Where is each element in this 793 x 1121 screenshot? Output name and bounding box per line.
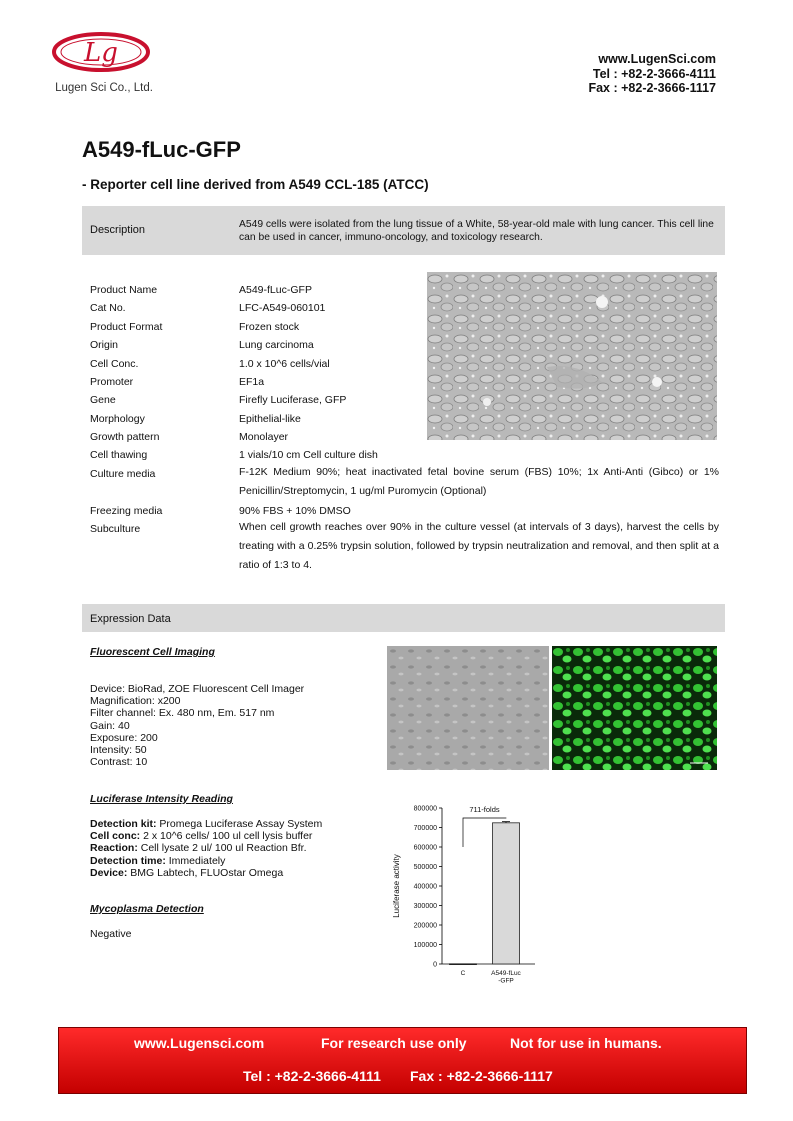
description-text: A549 cells were isolated from the lung tissue of a White, 58-year-old male with lung cancer. This cell line can be used in cancer, immuno-oncology, and toxicology research. <box>239 219 714 243</box>
expression-label: Expression Data <box>90 613 171 625</box>
spec-value: When cell growth reaches over 90% in the culture vessel (at intervals of 3 days), harvest the cells by treating with a 0.25% trypsin solution, followed by trypsin neutralization and removal, and then split at a ratio of 1:3 to 4. <box>239 521 719 571</box>
x-category-label: C <box>460 970 466 977</box>
spec-label: Origin <box>90 339 119 351</box>
spec-label: Promoter <box>90 376 134 388</box>
y-tick-label: 800000 <box>413 805 437 813</box>
chart-bars <box>450 818 520 965</box>
header-contact <box>588 52 716 96</box>
y-tick-label: 200000 <box>413 922 437 930</box>
spec-value: 1.0 x 10^6 cells/vial <box>239 358 330 370</box>
spec-label: Cat No. <box>90 302 126 314</box>
footer-fax: Fax : +82-2-3666-1117 <box>410 1068 553 1084</box>
expression-band <box>82 604 725 632</box>
footer-research-note: For research use only <box>321 1035 467 1051</box>
logo-letters: Lg <box>84 38 118 68</box>
footer-website[interactable]: www.Lugensci.com <box>134 1035 265 1051</box>
spec-value: Lung carcinoma <box>239 339 314 351</box>
luciferase-bar-chart <box>385 786 565 991</box>
imaging-line: Exposure: 200 <box>90 731 158 744</box>
footer-humans-note: Not for use in humans. <box>510 1035 662 1051</box>
spec-label: Freezing media <box>90 505 163 517</box>
spec-value: 90% FBS + 10% DMSO <box>239 505 351 517</box>
company-name: Lugen Sci Co., Ltd. <box>55 82 153 94</box>
spec-label: Cell Conc. <box>90 358 139 370</box>
spec-label: Gene <box>90 394 116 406</box>
x-category-label: A549-fLuc <box>491 970 521 977</box>
luciferase-line: Cell conc: 2 x 10^6 cells/ 100 ul cell lysis buffer <box>90 830 313 843</box>
header-fax: Fax : +82-2-3666-1117 <box>588 81 716 95</box>
imaging-line: Intensity: 50 <box>90 744 147 757</box>
imaging-line: Filter channel: Ex. 480 nm, Em. 517 nm <box>90 707 275 720</box>
spec-value: Frozen stock <box>239 321 300 333</box>
spec-label: Growth pattern <box>90 431 160 443</box>
luciferase-line: Reaction: Cell lysate 2 ul/ 100 ul Reaction Bfr. <box>90 842 307 855</box>
bar <box>450 964 477 965</box>
spec-label: Morphology <box>90 413 145 425</box>
imaging-line: Gain: 40 <box>90 719 130 732</box>
y-tick-label: 500000 <box>413 864 437 871</box>
spec-value: 1 vials/10 cm Cell culture dish <box>239 449 378 461</box>
spec-value: F-12K Medium 90%; heat inactivated fetal bovine serum (FBS) 10%; 1x Anti-Anti (Gibco) or 1% Penicillin/Streptomycin, 1 ug/ml Puromycin (Optional) <box>239 466 719 497</box>
spec-label: Product Name <box>90 284 158 296</box>
imaging-line: Device: BioRad, ZOE Fluorescent Cell Imager <box>90 683 305 695</box>
y-tick-label: 100000 <box>413 942 437 949</box>
fold-change-annotation: 711-folds <box>469 805 500 814</box>
luciferase-line: Detection time: Immediately <box>90 854 226 867</box>
product-subtitle: - Reporter cell line derived from A549 CCL-185 (ATCC) <box>82 177 429 192</box>
cell-micrograph-image <box>427 272 717 440</box>
bar <box>493 823 520 964</box>
luciferase-heading: Luciferase Intensity Reading <box>90 793 233 805</box>
spec-label: Cell thawing <box>90 449 148 461</box>
mycoplasma-result: Negative <box>90 928 132 940</box>
y-tick-label: 700000 <box>413 825 437 832</box>
spec-value: EF1a <box>239 376 265 388</box>
y-tick-label: 400000 <box>413 883 437 891</box>
header-website[interactable]: www.LugenSci.com <box>598 52 716 66</box>
luciferase-details <box>90 818 322 879</box>
x-category-label: -GFP <box>498 977 514 985</box>
header-tel: Tel : +82-2-3666-4111 <box>592 66 716 81</box>
spec-value: Epithelial-like <box>239 413 301 425</box>
product-title: A549-fLuc-GFP <box>82 137 241 162</box>
footer-tel: Tel : +82-2-3666-4111 <box>243 1068 381 1084</box>
imaging-details <box>90 683 304 768</box>
mycoplasma-heading: Mycoplasma Detection <box>90 903 204 915</box>
luciferase-line: Device: BMG Labtech, FLUOstar Omega <box>90 866 284 879</box>
spec-value: Firefly Luciferase, GFP <box>239 394 347 406</box>
brightfield-image <box>387 646 549 770</box>
spec-value: A549-fLuc-GFP <box>239 284 312 296</box>
imaging-heading: Fluorescent Cell Imaging <box>90 646 215 658</box>
chart-y-axis-label: Luciferase activity <box>392 854 401 918</box>
y-tick-label: 0 <box>433 961 437 969</box>
imaging-line: Magnification: x200 <box>90 695 181 708</box>
description-label: Description <box>90 224 146 236</box>
spec-label: Culture media <box>90 468 156 480</box>
spec-label: Subculture <box>90 523 141 535</box>
imaging-line: Contrast: 10 <box>90 756 148 769</box>
spec-value: Monolayer <box>239 431 289 443</box>
luciferase-line: Detection kit: Promega Luciferase Assay System <box>90 818 323 830</box>
gfp-fluorescence-image <box>552 646 717 770</box>
y-tick-label: 300000 <box>413 903 437 910</box>
footer-banner <box>58 1027 747 1094</box>
y-tick-label: 600000 <box>413 844 437 852</box>
spec-label: Product Format <box>90 321 163 333</box>
spec-value: LFC-A549-060101 <box>239 302 326 314</box>
